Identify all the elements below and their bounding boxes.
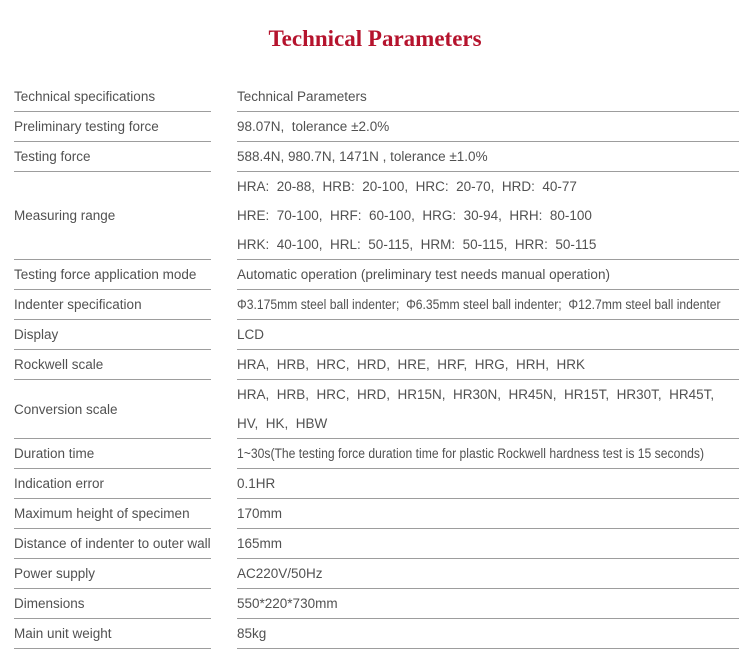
row-value-line: 85kg xyxy=(237,626,267,641)
row-value-line: HRE: 70-100, HRF: 60-100, HRG: 30-94, HRH: 80-100 xyxy=(237,208,592,223)
table-row xyxy=(14,439,739,469)
row-label: Indication error xyxy=(14,476,105,491)
spec-table xyxy=(14,82,739,649)
row-value-cell xyxy=(237,112,739,142)
row-value-line: 1~30s(The testing force duration time for plastic Rockwell hardness test is 15 seconds) xyxy=(237,446,704,461)
table-row xyxy=(14,260,739,290)
row-value-cell xyxy=(237,469,739,499)
row-value-line: Φ3.175mm steel ball indenter; Φ6.35mm steel ball indenter; Φ12.7mm steel ball indenter xyxy=(237,297,721,312)
row-label: Testing force application mode xyxy=(14,267,197,282)
row-value-cell xyxy=(237,82,739,112)
row-label-cell xyxy=(14,172,211,260)
row-value-line: HRA: 20-88, HRB: 20-100, HRC: 20-70, HRD: 40-77 xyxy=(237,179,577,194)
table-row xyxy=(14,112,739,142)
row-value-cell xyxy=(237,380,739,439)
row-label-cell xyxy=(14,260,211,290)
row-value-cell xyxy=(237,439,739,469)
table-row xyxy=(14,172,739,260)
row-value-line: HRA, HRB, HRC, HRD, HRE, HRF, HRG, HRH, HRK xyxy=(237,357,586,372)
row-value-line: Automatic operation (preliminary test needs manual operation) xyxy=(237,267,610,282)
row-value-line: AC220V/50Hz xyxy=(237,566,323,581)
table-row xyxy=(14,619,739,649)
row-label-cell xyxy=(14,499,211,529)
row-label: Measuring range xyxy=(14,208,116,223)
row-value-cell xyxy=(237,589,739,619)
table-row xyxy=(14,142,739,172)
row-value-line: 588.4N, 980.7N, 1471N , tolerance ±1.0% xyxy=(237,149,488,164)
row-value-line: HRA, HRB, HRC, HRD, HR15N, HR30N, HR45N, HR15T, HR30T, HR45T, xyxy=(237,387,715,402)
row-label-cell xyxy=(14,290,211,320)
table-row xyxy=(14,499,739,529)
row-value-cell xyxy=(237,172,739,260)
row-value-cell xyxy=(237,260,739,290)
row-value-line: 98.07N, tolerance ±2.0% xyxy=(237,119,390,134)
row-value-cell xyxy=(237,499,739,529)
table-row xyxy=(14,350,739,380)
row-label: Power supply xyxy=(14,566,96,581)
row-label: Duration time xyxy=(14,446,95,461)
row-value-cell xyxy=(237,350,739,380)
row-value-cell xyxy=(237,619,739,649)
row-value-line: 0.1HR xyxy=(237,476,276,491)
row-label-cell xyxy=(14,112,211,142)
row-value-line: LCD xyxy=(237,327,265,342)
table-row xyxy=(14,469,739,499)
row-label-cell xyxy=(14,82,211,112)
row-label: Testing force xyxy=(14,149,91,164)
row-value-cell xyxy=(237,559,739,589)
row-label-cell xyxy=(14,320,211,350)
row-label: Maximum height of specimen xyxy=(14,506,190,521)
row-label-cell xyxy=(14,439,211,469)
table-row xyxy=(14,82,739,112)
row-value-line: 170mm xyxy=(237,506,283,521)
row-label: Conversion scale xyxy=(14,401,118,417)
row-label: Dimensions xyxy=(14,596,85,611)
row-label-cell xyxy=(14,350,211,380)
row-label-cell xyxy=(14,559,211,589)
row-label: Main unit weight xyxy=(14,626,112,641)
row-label: Display xyxy=(14,327,59,342)
row-label-cell xyxy=(14,469,211,499)
table-row xyxy=(14,290,739,320)
row-label-cell xyxy=(14,619,211,649)
row-value-line: 550*220*730mm xyxy=(237,596,338,611)
row-label-cell xyxy=(14,529,211,559)
row-value-line: HV, HK, HBW xyxy=(237,416,328,431)
page-title: Technical Parameters xyxy=(268,26,482,51)
row-label: Distance of indenter to outer wall xyxy=(14,536,211,551)
row-label-cell xyxy=(14,589,211,619)
row-value-cell xyxy=(237,320,739,350)
table-row xyxy=(14,529,739,559)
row-value-cell xyxy=(237,142,739,172)
row-value-line: 165mm xyxy=(237,536,283,551)
row-label-cell xyxy=(14,380,211,439)
table-row xyxy=(14,380,739,439)
row-value-line: Technical Parameters xyxy=(237,89,367,104)
row-label: Preliminary testing force xyxy=(14,119,159,134)
table-row xyxy=(14,320,739,350)
table-row xyxy=(14,559,739,589)
row-label-cell xyxy=(14,142,211,172)
table-row xyxy=(14,589,739,619)
row-label: Technical specifications xyxy=(14,89,156,104)
row-label: Rockwell scale xyxy=(14,357,104,372)
row-value-cell xyxy=(237,290,739,320)
row-value-line: HRK: 40-100, HRL: 50-115, HRM: 50-115, HRR: 50-115 xyxy=(237,237,597,252)
row-label: Indenter specification xyxy=(14,297,142,312)
row-value-cell xyxy=(237,529,739,559)
